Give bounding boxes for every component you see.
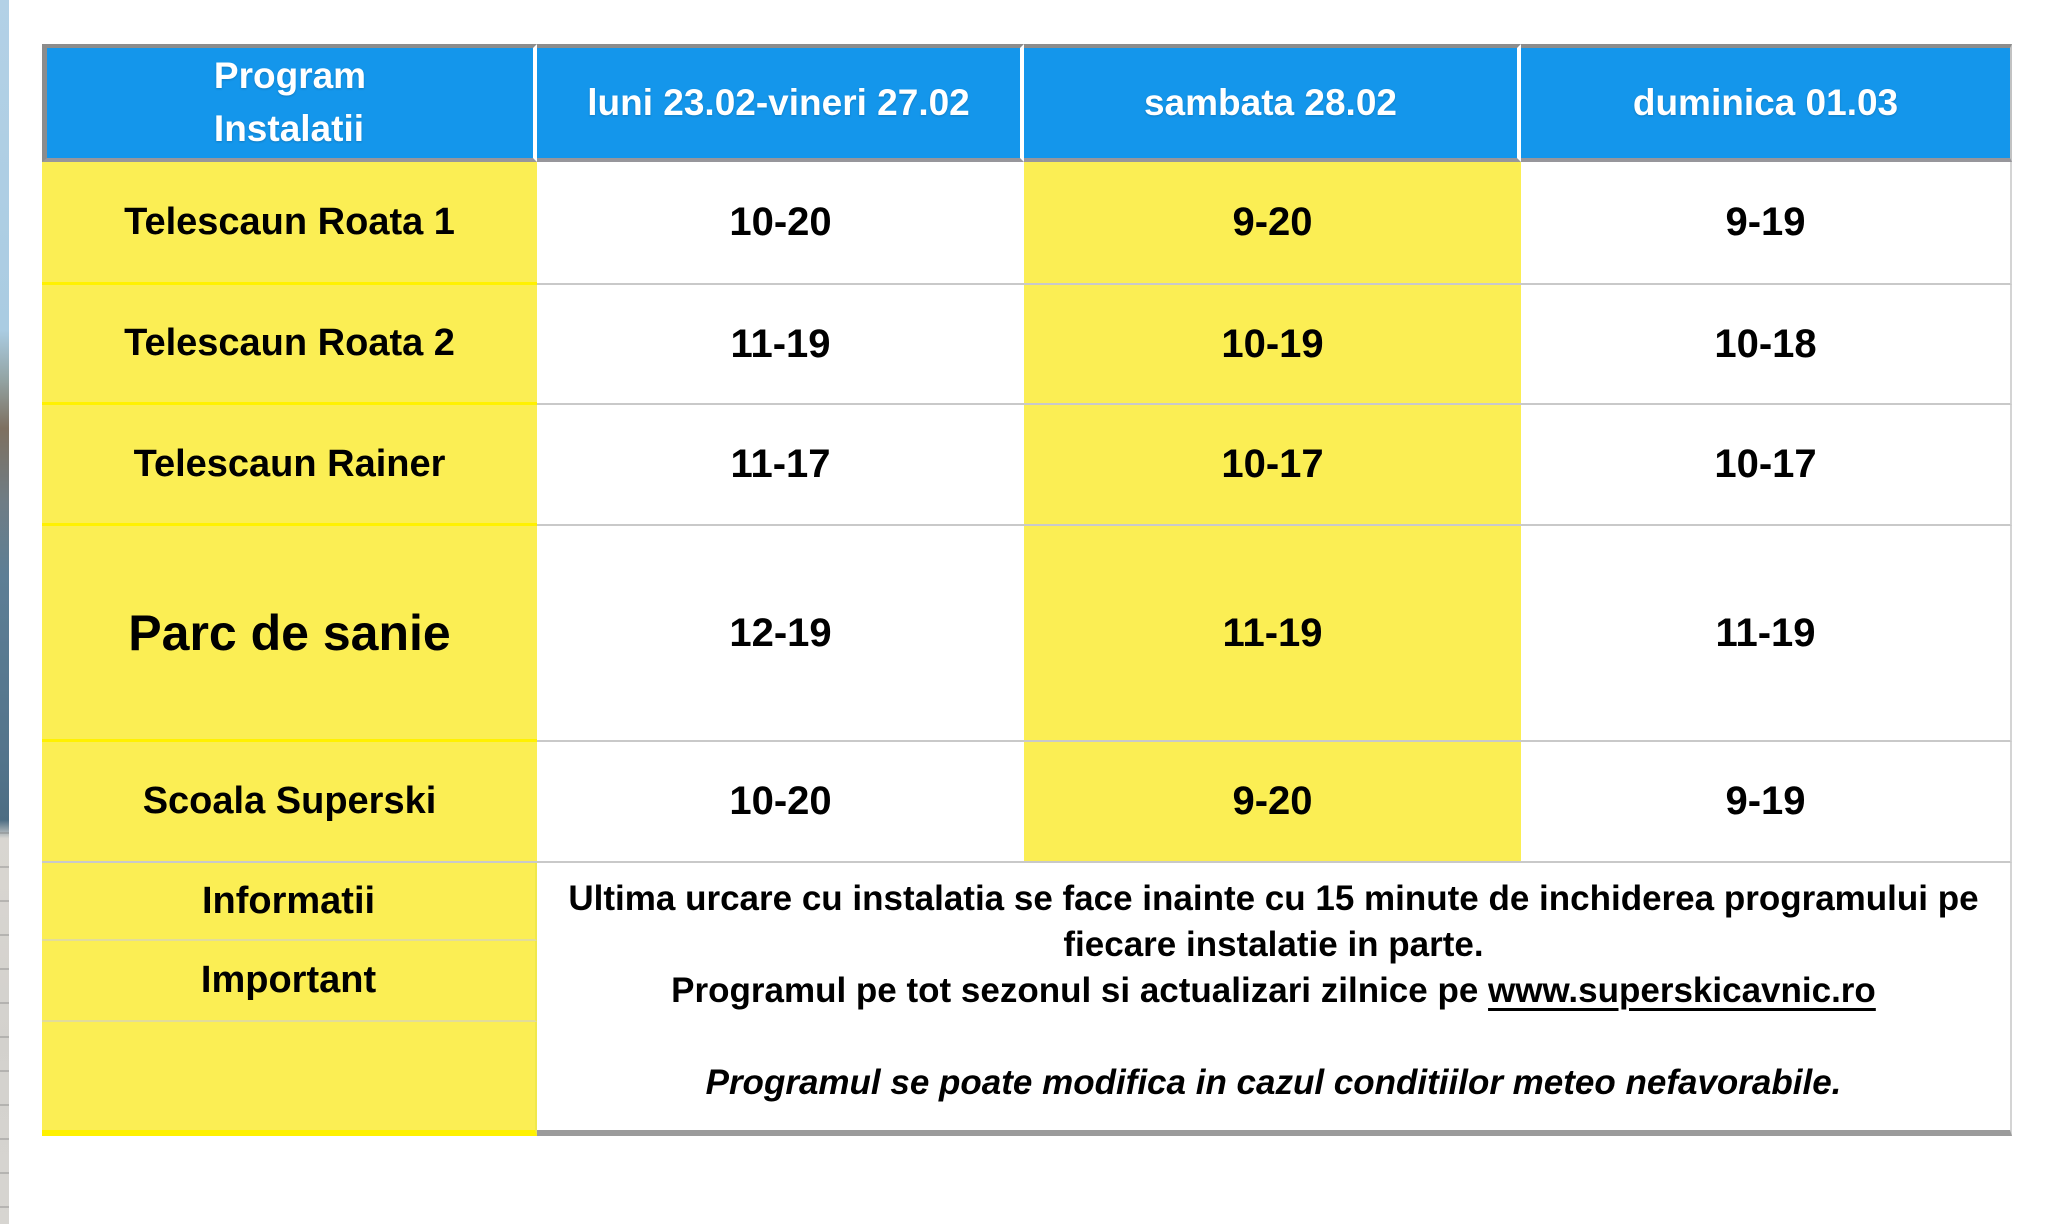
time-cell-sunday: 10-18: [1521, 285, 2012, 405]
time-cell-saturday: 10-17: [1024, 405, 1521, 526]
time-cell-weekdays: 10-20: [537, 162, 1024, 285]
time-cell-saturday: 10-19: [1024, 285, 1521, 405]
website-link[interactable]: www.superskicavnic.ro: [1488, 971, 1876, 1010]
time-cell-saturday: 11-19: [1024, 526, 1521, 742]
time-cell-sunday: 10-17: [1521, 405, 2012, 526]
info-paragraph-last-ride: Ultima urcare cu instalatia se face inainte cu 15 minute de inchiderea programului pe fiecare instalatie in parte.: [568, 879, 1979, 964]
info-website-prefix: Programul pe tot sezonul si actualizari zilnice pe: [671, 971, 1489, 1010]
header-program-title: [214, 50, 366, 155]
time-cell-sunday: 11-19: [1521, 526, 2012, 742]
info-label-informatii: Informatii: [42, 863, 537, 941]
schedule-table: [42, 44, 2012, 1136]
background-page-sliver: [0, 0, 9, 1224]
row-label-telescaun-roata-2: Telescaun Roata 2: [42, 285, 537, 405]
time-cell-weekdays: 12-19: [537, 526, 1024, 742]
row-label-parc-de-sanie: Parc de sanie: [42, 526, 537, 742]
info-label-empty: [42, 1022, 537, 1136]
time-cell-sunday: 9-19: [1521, 162, 2012, 285]
time-cell-weekdays: 11-19: [537, 285, 1024, 405]
header-program-line2: Instalatii: [213, 108, 365, 149]
info-paragraph-website: [671, 968, 1876, 1014]
info-text-cell: [537, 863, 2012, 1136]
info-label-important: Important: [42, 941, 537, 1022]
time-cell-sunday: 9-19: [1521, 742, 2012, 863]
row-label-telescaun-rainer: Telescaun Rainer: [42, 405, 537, 526]
time-cell-weekdays: 11-17: [537, 405, 1024, 526]
header-cell-weekdays: luni 23.02-vineri 27.02: [537, 44, 1024, 162]
row-label-scoala-superski: Scoala Superski: [42, 742, 537, 863]
header-cell-sunday: duminica 01.03: [1521, 44, 2012, 162]
info-note-weather: Programul se poate modifica in cazul conditiilor meteo nefavorabile.: [705, 1063, 1842, 1102]
header-cell-saturday: sambata 28.02: [1024, 44, 1521, 162]
time-cell-saturday: 9-20: [1024, 742, 1521, 863]
time-cell-weekdays: 10-20: [537, 742, 1024, 863]
header-cell-program: [42, 44, 537, 162]
time-cell-saturday: 9-20: [1024, 162, 1521, 285]
row-label-telescaun-roata-1: Telescaun Roata 1: [42, 162, 537, 285]
header-program-line1: Program: [213, 55, 367, 97]
